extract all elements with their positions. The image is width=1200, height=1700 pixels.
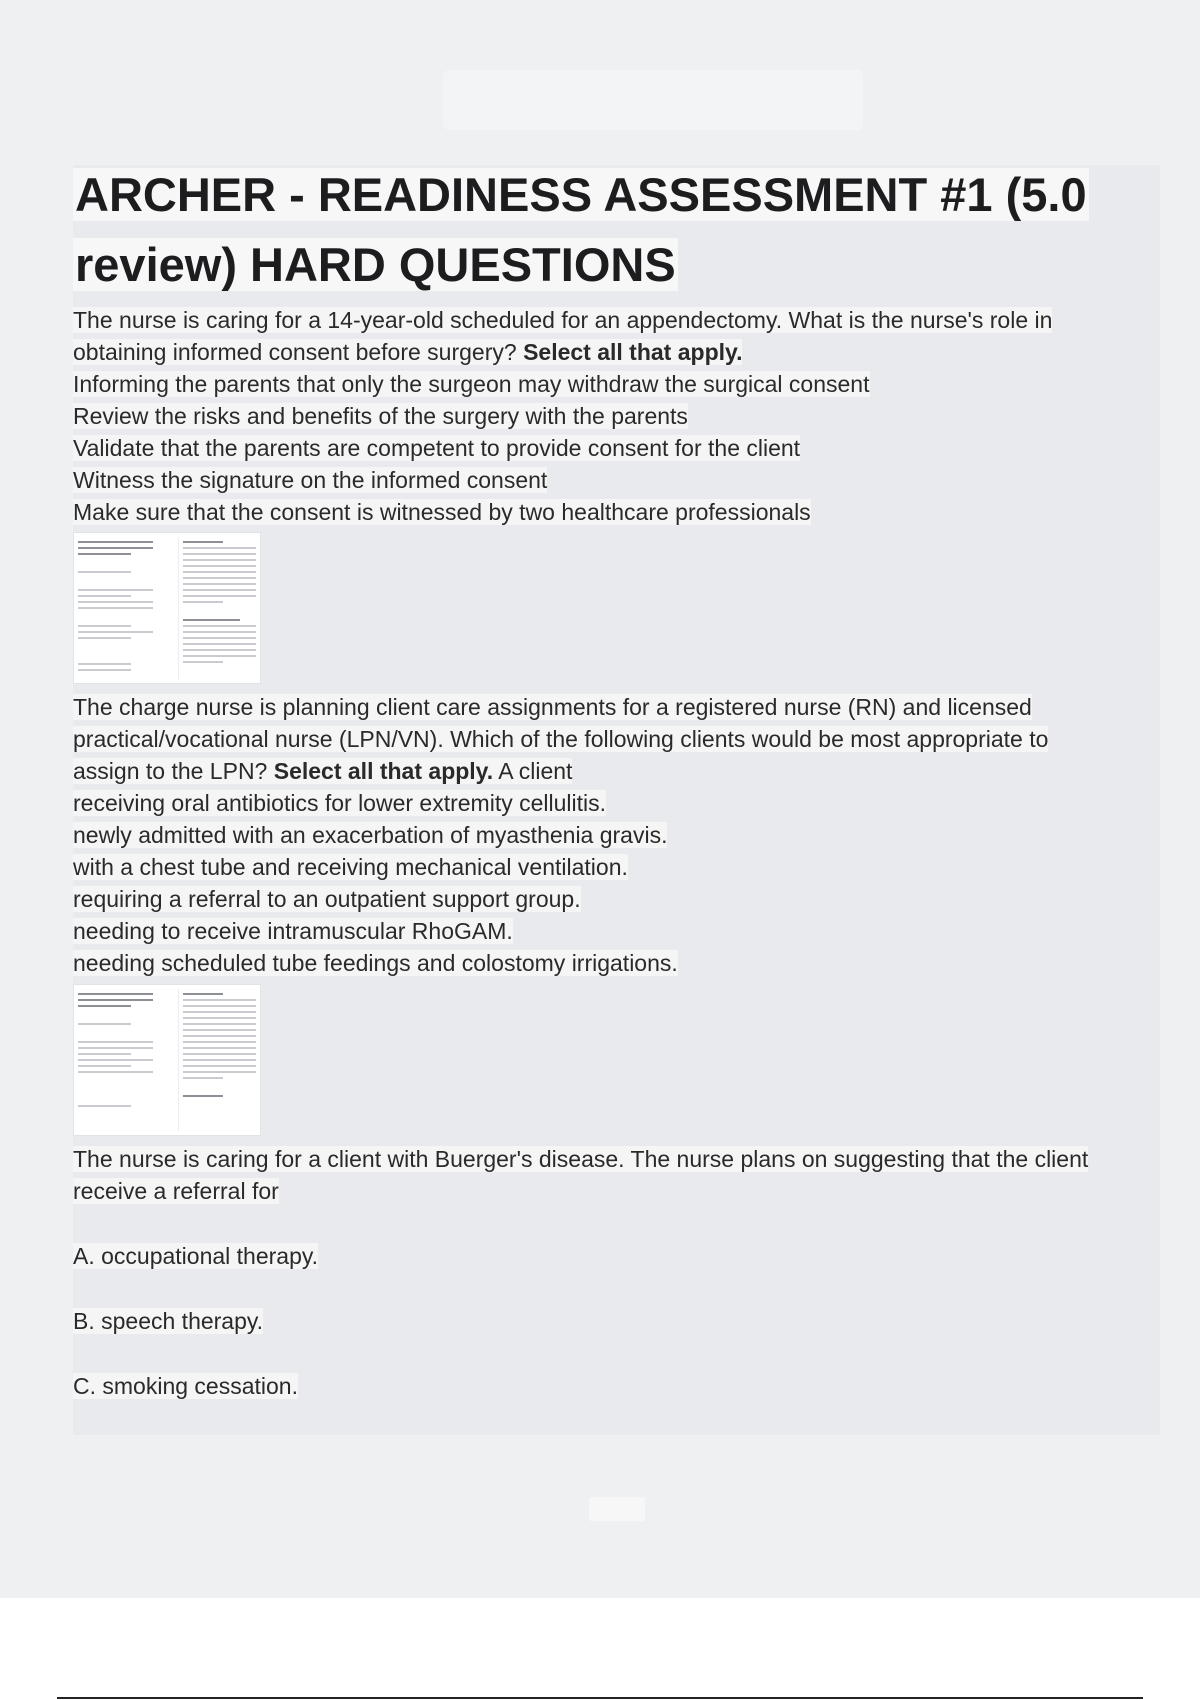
question-3-stem-line-2: receive a referral for bbox=[73, 1178, 279, 1204]
question-2-select-all: Select all that apply. bbox=[273, 758, 494, 784]
question-1-answer-screenshot bbox=[73, 532, 261, 684]
document-title bbox=[73, 160, 1133, 300]
blurred-page-number bbox=[589, 1497, 645, 1521]
title-line-1: ARCHER - READINESS ASSESSMENT #1 (5.0 bbox=[75, 168, 1087, 221]
question-1-select-all: Select all that apply. bbox=[523, 339, 743, 365]
question-3-stem-line-1: The nurse is caring for a client with Buerger's disease. The nurse plans on suggesting that the client bbox=[73, 1146, 1089, 1172]
question-2-option: receiving oral antibiotics for lower extremity cellulitis. bbox=[73, 790, 607, 816]
question-3 bbox=[73, 1143, 1163, 1402]
question-2-option: needing to receive intramuscular RhoGAM. bbox=[73, 918, 513, 944]
question-1-option: Make sure that the consent is witnessed by two healthcare professionals bbox=[73, 499, 811, 525]
question-3-option-c: C. smoking cessation. bbox=[73, 1373, 298, 1399]
question-1 bbox=[73, 304, 1153, 528]
question-2-option: needing scheduled tube feedings and colostomy irrigations. bbox=[73, 950, 678, 976]
question-1-option: Informing the parents that only the surgeon may withdraw the surgical consent bbox=[73, 371, 870, 397]
question-1-stem-line-2: obtaining informed consent before surgery? bbox=[73, 339, 524, 365]
question-3-option-b: B. speech therapy. bbox=[73, 1308, 264, 1334]
question-2-stem-line-1: The charge nurse is planning client care assignments for a registered nurse (RN) and licensed bbox=[73, 694, 1032, 720]
question-2 bbox=[73, 691, 1113, 979]
question-2-stem-suffix: A client bbox=[493, 758, 573, 784]
question-3-option-a: A. occupational therapy. bbox=[73, 1243, 319, 1269]
bottom-rule bbox=[57, 1697, 1143, 1699]
question-2-option: requiring a referral to an outpatient support group. bbox=[73, 886, 581, 912]
question-1-stem-line-1: The nurse is caring for a 14-year-old scheduled for an appendectomy. What is the nurse's role in bbox=[73, 307, 1053, 333]
question-2-option: newly admitted with an exacerbation of myasthenia gravis. bbox=[73, 822, 668, 848]
question-1-option: Review the risks and benefits of the surgery with the parents bbox=[73, 403, 688, 429]
question-2-stem-line-2: practical/vocational nurse (LPN/VN). Which of the following clients would be most appropriate to bbox=[73, 726, 1049, 752]
question-2-option: with a chest tube and receiving mechanical ventilation. bbox=[73, 854, 628, 880]
question-1-option: Witness the signature on the informed consent bbox=[73, 467, 548, 493]
title-line-2: review) HARD QUESTIONS bbox=[75, 238, 676, 291]
question-2-answer-screenshot bbox=[73, 984, 261, 1136]
question-2-stem-line-3: assign to the LPN? bbox=[73, 758, 274, 784]
question-1-option: Validate that the parents are competent to provide consent for the client bbox=[73, 435, 801, 461]
blurred-header-bar bbox=[443, 70, 863, 130]
